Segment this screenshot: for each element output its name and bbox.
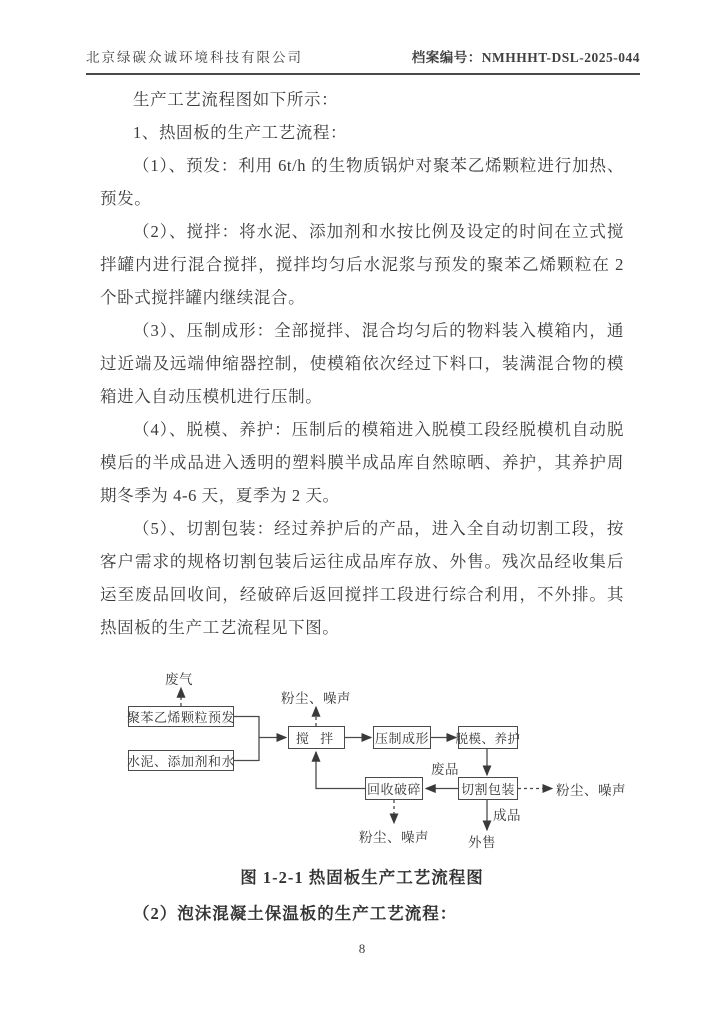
step-paragraph-3: （3）、压制成形：全部搅拌、混合均匀后的物料装入模箱内，通过近端及远端伸缩器控制，使模箱依次经过下料口，装满混合物的模箱进入自动压模机进行压制。 [100, 321, 624, 406]
label-scrap: 废品 [431, 762, 459, 777]
page-number: 8 [358, 941, 366, 956]
step-paragraph-5: （5）、切割包装：经过养护后的产品，进入全自动切割工段，按客户需求的规格切割包装后运往成品库存放、外售。残次品经收集后运至废品回收间，经破碎后返回搅拌工段进行综合利用，不外排。其热固板的生产工艺流程见下图。 [100, 519, 624, 637]
node-pre-expand: 聚苯乙烯颗粒预发 [128, 706, 234, 727]
node-recycle: 回收破碎 [365, 777, 423, 800]
page-header [86, 46, 640, 75]
step-paragraph-2: （2）、搅拌：将水泥、添加剂和水按比例及设定的时间在立式搅拌罐内进行混合搅拌，搅拌均匀后水泥浆与预发的聚苯乙烯颗粒在 2 个卧式搅拌罐内继续混合。 [100, 222, 624, 307]
node-materials: 水泥、添加剂和水 [128, 750, 234, 771]
node-cut-pack: 切割包装 [458, 777, 518, 800]
figure-caption: 图 1-2-1 热固板生产工艺流程图 [240, 868, 484, 887]
intro-paragraph: 生产工艺流程图如下所示： [133, 90, 339, 109]
body-text [100, 83, 624, 644]
label-sale: 外售 [468, 835, 496, 850]
node-stir: 搅 拌 [288, 726, 345, 749]
label-dust-noise-stir: 粉尘、噪声 [281, 691, 351, 706]
archive-number: 档案编号：NMHHHT-DSL-2025-044 [411, 50, 640, 65]
section-heading: 1、热固板的生产工艺流程： [133, 123, 348, 142]
step-paragraph-1: （1）、预发：利用 6t/h 的生物质锅炉对聚苯乙烯颗粒进行加热、预发。 [100, 156, 624, 208]
label-dust-noise-recycle: 粉尘、噪声 [359, 830, 429, 845]
company-name: 北京绿碳众诚环境科技有限公司 [86, 50, 303, 65]
step-paragraph-4: （4）、脱模、养护：压制后的模箱进入脱模工段经脱模机自动脱模后的半成品进入透明的塑料膜半成品库自然晾晒、养护，其养护周期冬季为 4-6 天，夏季为 2 天。 [100, 420, 624, 505]
next-section-heading: （2）泡沫混凝土保温板的生产工艺流程： [133, 904, 458, 923]
label-finished-product: 成品 [493, 808, 521, 823]
process-flowchart [0, 660, 724, 860]
node-press: 压制成形 [373, 726, 431, 749]
label-waste-gas: 废气 [165, 672, 193, 687]
label-dust-noise-cut: 粉尘、噪声 [556, 783, 626, 798]
node-demold: 脱模、养护 [458, 726, 518, 749]
